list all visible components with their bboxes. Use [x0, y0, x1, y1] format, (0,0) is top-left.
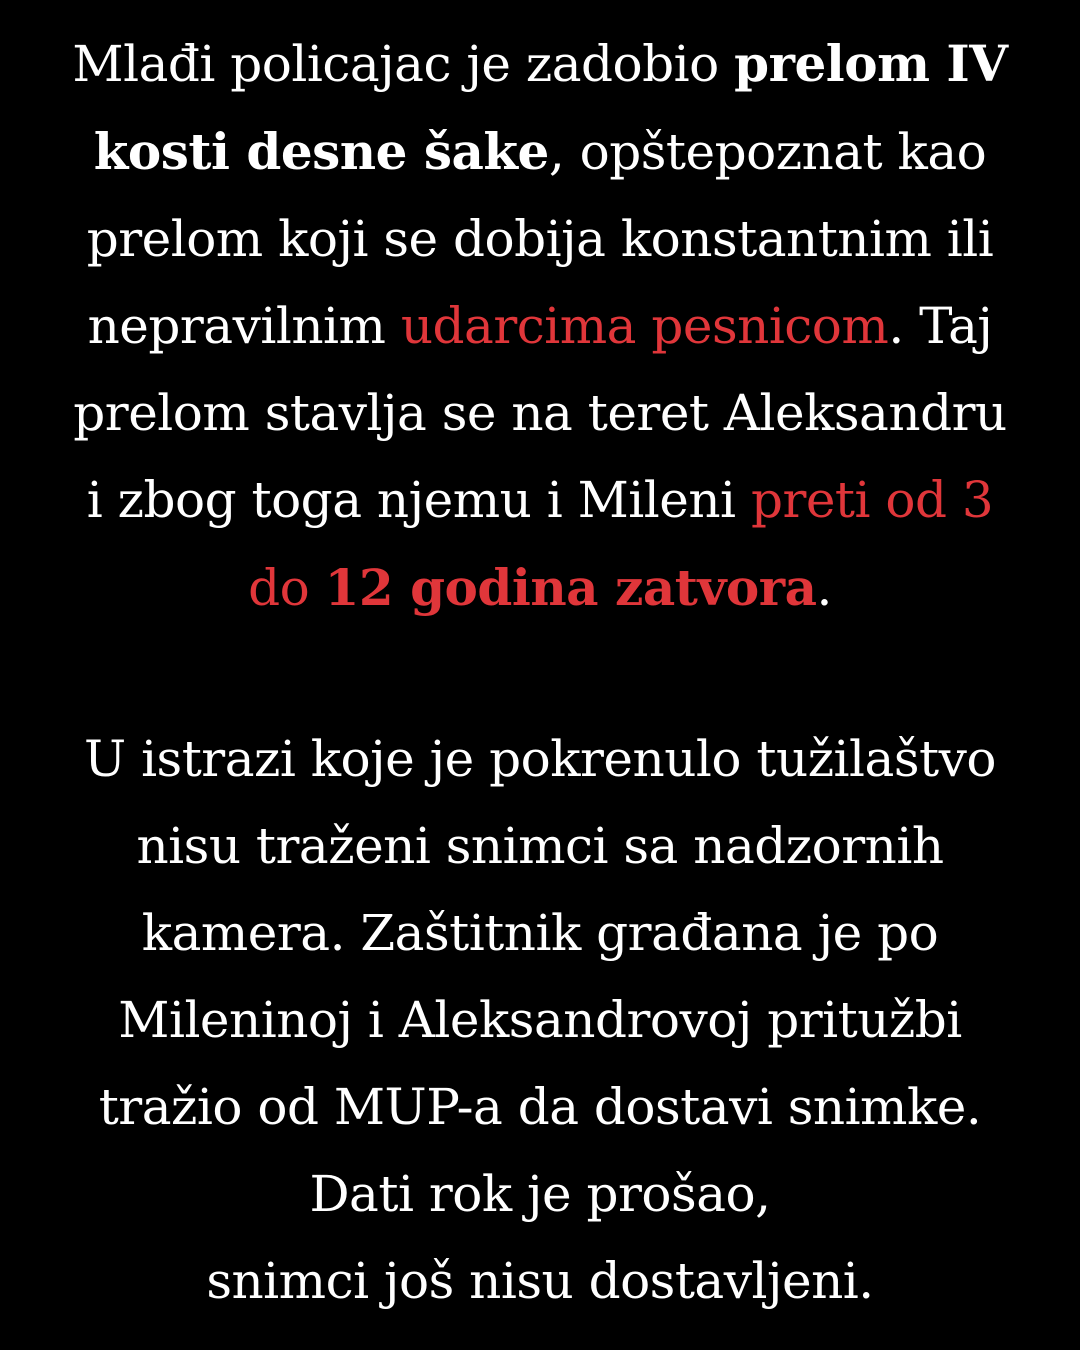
text-line — [40, 457, 1040, 544]
text-line: Mileninoj i Aleksandrovoj pritužbi — [118, 991, 962, 1049]
text-run: nepravilnim — [87, 297, 401, 355]
text-line — [40, 20, 1040, 108]
text-run: i zbog toga njemu i Mileni — [86, 471, 751, 529]
text-line: nisu traženi snimci sa nadzornih — [136, 817, 944, 875]
text-line: U istrazi koje je pokrenulo tužilaštvo — [84, 730, 996, 788]
text-line — [40, 283, 1040, 370]
text-run: . Taj — [888, 297, 993, 355]
bold-highlight: prelom IV — [734, 34, 1008, 93]
red-highlight: do — [248, 559, 325, 617]
text-line — [40, 544, 1040, 632]
text-line: Dati rok je prošao, — [309, 1165, 771, 1223]
text-line: snimci još nisu dostavljeni. — [206, 1252, 874, 1310]
text-line: prelom koji se dobija konstantnim ili — [86, 210, 994, 268]
bold-highlight: kosti desne šake — [93, 122, 549, 181]
text-line: kamera. Zaštitnik građana je po — [141, 904, 939, 962]
text-run: , opštepoznat kao — [548, 123, 987, 181]
red-highlight: udarcima pesnicom — [400, 297, 889, 355]
text-line: tražio od MUP-a da dostavi snimke. — [98, 1078, 982, 1136]
text-line — [40, 108, 1040, 196]
paragraph-injury-charges — [40, 20, 1040, 632]
paragraph-camera-footage — [40, 716, 1040, 1325]
text-line: prelom stavlja se na teret Aleksandru — [73, 384, 1007, 442]
red-bold-highlight: 12 godina zatvora — [324, 558, 817, 617]
red-highlight: preti od 3 — [750, 471, 994, 529]
text-run: . — [816, 559, 832, 617]
text-run: Mlađi policajac je zadobio — [72, 35, 735, 93]
